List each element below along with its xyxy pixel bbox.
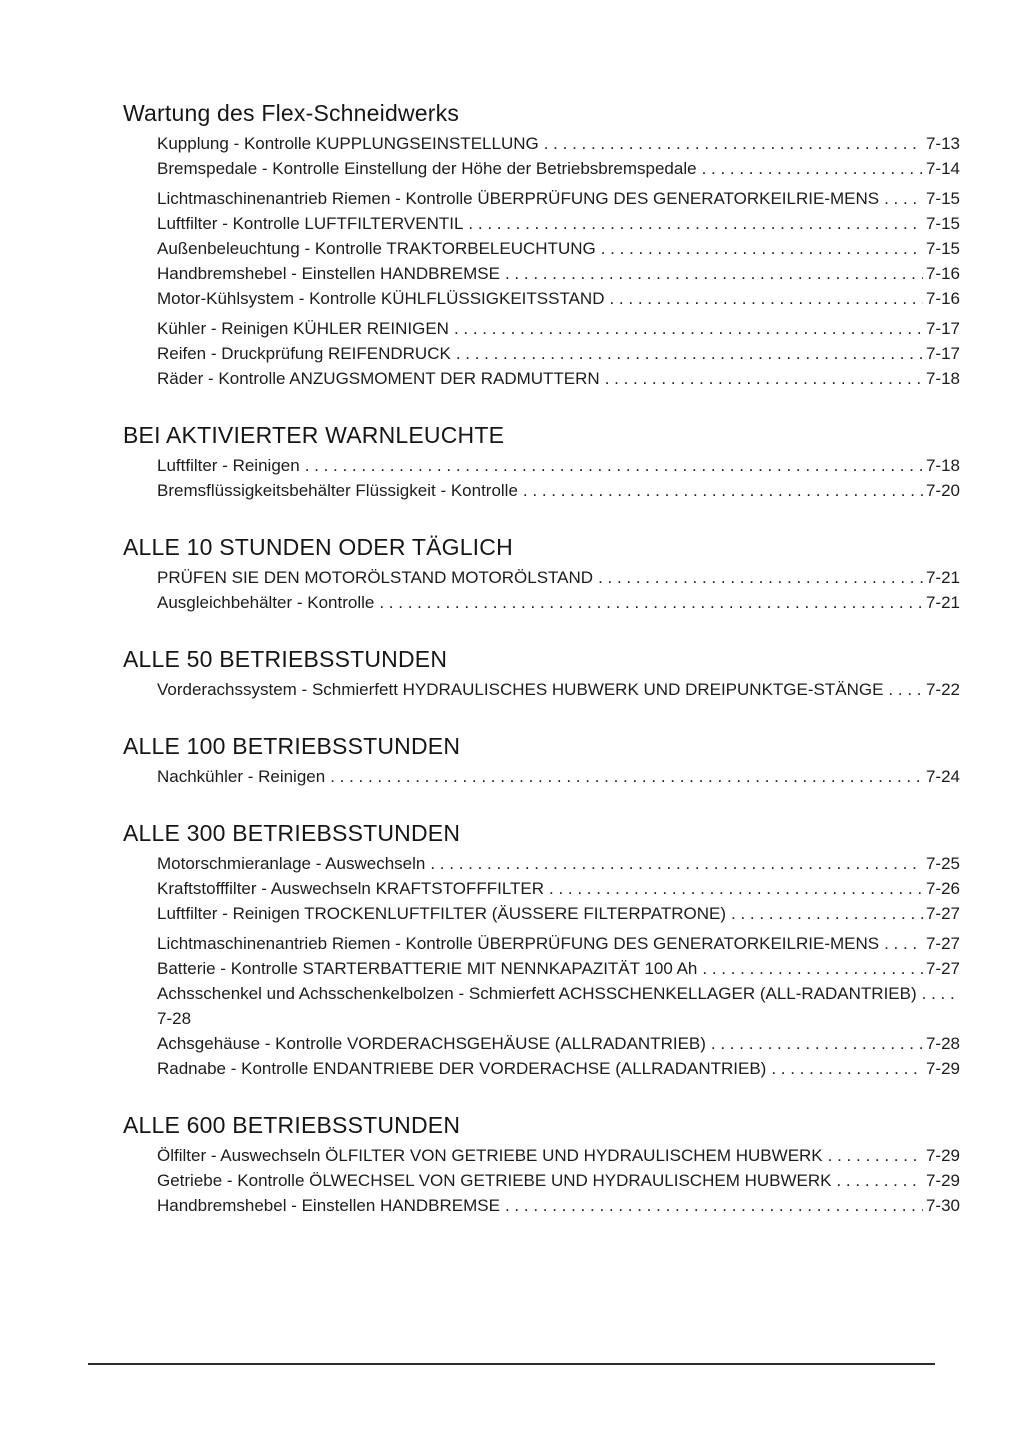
toc-entry [157,341,960,366]
toc-section [123,1110,960,1218]
toc-entry-page-number: 7-17 [925,319,960,338]
dot-leader [702,156,923,181]
toc-entry-page-number: 7-21 [925,568,960,587]
section-entries [157,453,960,503]
dot-leader [609,286,922,311]
toc-entry-page-number: 7-15 [925,214,960,233]
dot-leader [771,1056,923,1081]
toc-entry-page-number: 7-22 [925,680,960,699]
footer-rule [88,1363,935,1365]
toc-entry-label: Kühler - Reinigen KÜHLER REINIGEN [157,319,449,338]
toc-entry-label: Bremsflüssigkeitsbehälter Flüssigkeit - Kontrolle [157,481,518,500]
toc-entry-label: Radnabe - Kontrolle ENDANTRIEBE DER VORDERACHSE (ALLRADANTRIEB) [157,1059,767,1078]
toc-entry-page-number: 7-28 [925,1034,960,1053]
toc-entry [157,316,960,341]
dot-leader [505,261,923,286]
toc-entry-label: Ölfilter - Auswechseln ÖLFILTER VON GETRIEBE UND HYDRAULISCHEM HUBWERK [157,1146,823,1165]
dot-leader [884,186,923,211]
toc-entry-label: Luftfilter - Reinigen [157,456,300,475]
toc-entry-label: Achsgehäuse - Kontrolle VORDERACHSGEHÄUSE (ALLRADANTRIEB) [157,1034,706,1053]
section-title: BEI AKTIVIERTER WARNLEUCHTE [123,422,505,448]
toc-entry-page-number: 7-30 [925,1196,960,1215]
section-entries [157,1143,960,1218]
toc-entry-label: Luftfilter - Reinigen TROCKENLUFTFILTER (ÄUSSERE FILTERPATRONE) [157,904,726,923]
dot-leader [888,677,923,702]
toc-entry-label: Handbremshebel - Einstellen HANDBREMSE [157,1196,500,1215]
toc-entry-label: Handbremshebel - Einstellen HANDBREMSE [157,264,500,283]
toc-entry-label: Batterie - Kontrolle STARTERBATTERIE MIT NENNKAPAZITÄT 100 Ah [157,959,698,978]
toc-entry [157,366,960,391]
toc-entry-label: Motorschmieranlage - Auswechseln [157,854,426,873]
toc-entry [157,236,960,261]
toc-entry [157,956,960,981]
toc-entry-page-number: 7-15 [925,239,960,258]
dot-leader [305,453,923,478]
toc-entry [157,590,960,615]
dot-leader [456,341,923,366]
toc-entry-label: Ausgleichbehälter - Kontrolle [157,593,375,612]
dot-leader [523,478,923,503]
dot-leader [598,565,923,590]
table-of-contents [123,98,960,1218]
section-title: ALLE 50 BETRIEBSSTUNDEN [123,646,448,672]
toc-entry-label: Kupplung - Kontrolle KUPPLUNGSEINSTELLUNG [157,134,539,153]
toc-entry [157,931,960,956]
toc-section [123,644,960,702]
toc-entry-page-number: 7-27 [925,904,960,923]
toc-section [123,532,960,615]
toc-entry-label: Luftfilter - Kontrolle LUFTFILTERVENTIL [157,214,464,233]
dot-leader [430,851,923,876]
section-title: Wartung des Flex-Schneidwerks [123,100,460,126]
toc-entry [157,1031,960,1056]
toc-entry-label: Nachkühler - Reinigen [157,767,326,786]
toc-entry [157,1056,960,1081]
dot-leader [884,931,923,956]
dot-leader [828,1143,923,1168]
dot-leader [702,956,923,981]
section-entries [157,851,960,1081]
toc-entry [157,1168,960,1193]
toc-entry [157,901,960,926]
toc-entry-page-number: 7-17 [925,344,960,363]
section-entries [157,764,960,789]
toc-entry-page-number: 7-14 [925,159,960,178]
toc-entry-page-number: 7-21 [925,593,960,612]
toc-entry [157,981,960,1031]
section-entries [157,677,960,702]
toc-entry-page-number: 7-29 [925,1146,960,1165]
toc-entry-label: Lichtmaschinenantrieb Riemen - Kontrolle ÜBERPRÜFUNG DES GENERATORKEILRIE-MENS [157,189,880,208]
toc-entry-label: Außenbeleuchtung - Kontrolle TRAKTORBELEUCHTUNG [157,239,596,258]
toc-entry [157,211,960,236]
toc-entry [157,453,960,478]
dot-leader [549,876,923,901]
toc-entry-label: Getriebe - Kontrolle ÖLWECHSEL VON GETRIEBE UND HYDRAULISCHEM HUBWERK [157,1171,832,1190]
toc-entry-label: PRÜFEN SIE DEN MOTORÖLSTAND MOTORÖLSTAND [157,568,594,587]
toc-entry [157,261,960,286]
dot-leader [468,211,923,236]
toc-entry-page-number: 7-26 [925,879,960,898]
toc-entry-label: Lichtmaschinenantrieb Riemen - Kontrolle ÜBERPRÜFUNG DES GENERATORKEILRIE-MENS [157,934,880,953]
toc-entry-page-number: 7-16 [925,264,960,283]
section-title: ALLE 600 BETRIEBSSTUNDEN [123,1112,461,1138]
toc-entry-page-number: 7-18 [925,369,960,388]
dot-leader [731,901,923,926]
toc-entry [157,478,960,503]
toc-entry [157,677,960,702]
toc-entry-page-number: 7-27 [925,934,960,953]
section-entries [157,565,960,615]
dot-leader [544,131,923,156]
toc-entry-page-number: 7-25 [925,854,960,873]
toc-entry [157,186,960,211]
toc-entry-page-number: 7-16 [925,289,960,308]
toc-entry [157,876,960,901]
dot-leader [922,981,957,1006]
section-title: ALLE 300 BETRIEBSSTUNDEN [123,820,461,846]
toc-entry [157,1143,960,1168]
toc-entry-page-number: 7-27 [925,959,960,978]
toc-section [123,818,960,1081]
toc-entry [157,1193,960,1218]
toc-entry-page-number: 7-29 [925,1059,960,1078]
toc-entry-page-number: 7-29 [925,1171,960,1190]
toc-entry-page-number: 7-20 [925,481,960,500]
toc-section [123,731,960,789]
toc-entry [157,565,960,590]
toc-entry-page-number: 7-24 [925,767,960,786]
dot-leader [330,764,923,789]
toc-section [123,420,960,503]
toc-entry [157,851,960,876]
dot-leader [711,1031,923,1056]
toc-entry-label: Vorderachssystem - Schmierfett HYDRAULISCHES HUBWERK UND DREIPUNKTGE-STÄNGE [157,680,884,699]
dot-leader [379,590,923,615]
toc-entry-page-number: 7-18 [925,456,960,475]
section-entries [157,131,960,391]
toc-entry-label: Kraftstofffilter - Auswechseln KRAFTSTOFFFILTER [157,879,545,898]
toc-entry-page-number: 7-28 [157,1009,192,1028]
dot-leader [605,366,923,391]
dot-leader [601,236,923,261]
toc-entry [157,156,960,181]
dot-leader [505,1193,923,1218]
dot-leader [836,1168,922,1193]
toc-entry-page-number: 7-13 [925,134,960,153]
section-title: ALLE 10 STUNDEN ODER TÄGLICH [123,534,513,560]
toc-entry-label: Motor-Kühlsystem - Kontrolle KÜHLFLÜSSIGKEITSSTAND [157,289,605,308]
toc-entry-label: Räder - Kontrolle ANZUGSMOMENT DER RADMUTTERN [157,369,600,388]
toc-entry [157,764,960,789]
toc-section [123,98,960,391]
toc-entry-label: Bremspedale - Kontrolle Einstellung der Höhe der Betriebsbremspedale [157,159,697,178]
toc-entry-label: Achsschenkel und Achsschenkelbolzen - Schmierfett ACHSSCHENKELLAGER (ALL-RADANTRIEB) [157,984,917,1003]
toc-entry [157,131,960,156]
dot-leader [454,316,923,341]
toc-entry [157,286,960,311]
toc-entry-label: Reifen - Druckprüfung REIFENDRUCK [157,344,451,363]
toc-entry-page-number: 7-15 [925,189,960,208]
section-title: ALLE 100 BETRIEBSSTUNDEN [123,733,461,759]
